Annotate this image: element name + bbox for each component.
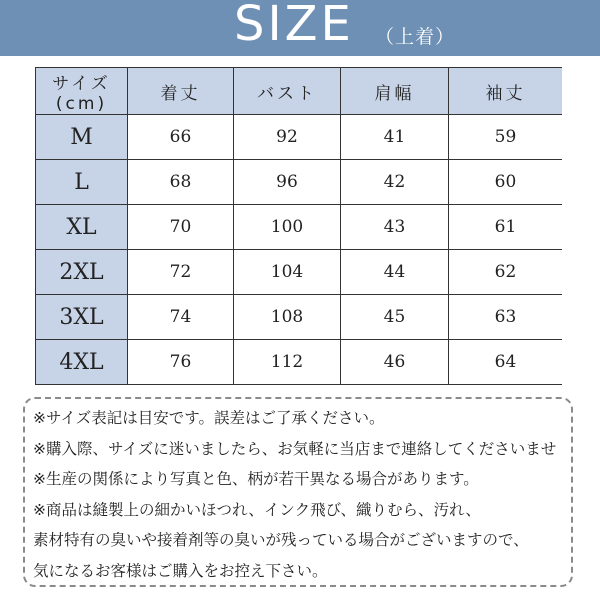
table-cell: 74: [128, 295, 234, 340]
column-header: バスト: [234, 68, 341, 115]
table-header-row: [36, 68, 563, 115]
note-line: 気になるお客様はご購入をお控え下さい。: [33, 561, 328, 580]
table-cell: 63: [449, 295, 563, 340]
table-cell: 62: [449, 250, 563, 295]
table-row: [36, 340, 563, 385]
table-cell: 42: [341, 160, 449, 205]
column-header: 袖丈: [449, 68, 563, 115]
row-header: L: [36, 160, 128, 205]
note-line: ※サイズ表記は目安です。誤差はご了承ください。: [33, 409, 385, 427]
table-cell: 112: [234, 340, 341, 385]
row-header: 4XL: [36, 340, 128, 385]
table-cell: 92: [234, 115, 341, 160]
header: [0, 0, 600, 58]
size-table: [35, 67, 562, 385]
table-cell: 104: [234, 250, 341, 295]
table-cell: 44: [341, 250, 449, 295]
table-row: [36, 115, 563, 160]
table-cell: 41: [341, 115, 449, 160]
note-line: ※生産の関係により写真と色、柄が若干異なる場合があります。: [33, 470, 479, 488]
corner-cell: サイズ(cm): [36, 68, 128, 115]
page-title: SIZE: [234, 0, 354, 52]
table-cell: 64: [449, 340, 563, 385]
table-cell: 68: [128, 160, 234, 205]
column-header: 肩幅: [341, 68, 449, 115]
table-cell: 108: [234, 295, 341, 340]
notes-box: [23, 397, 573, 587]
row-header: 3XL: [36, 295, 128, 340]
table-cell: 45: [341, 295, 449, 340]
note-line: ※購入際、サイズに迷いましたら、お気軽に当店まで連絡してくださいませ: [33, 439, 557, 458]
row-header: XL: [36, 205, 128, 250]
table-cell: 60: [449, 160, 563, 205]
note-line: 素材特有の臭いや接着剤等の臭いが残っている場合がございますので、: [33, 531, 529, 549]
table-cell: 100: [234, 205, 341, 250]
table-row: [36, 160, 563, 205]
table-cell: 70: [128, 205, 234, 250]
table-cell: 66: [128, 115, 234, 160]
table-row: [36, 205, 563, 250]
table-cell: 76: [128, 340, 234, 385]
table-row: [36, 250, 563, 295]
column-header: 着丈: [128, 68, 234, 115]
table-cell: 96: [234, 160, 341, 205]
size-table-wrapper: [35, 67, 562, 389]
note-line: ※商品は縫製上の細かいほつれ、インク飛び、織りむら、汚れ、: [33, 500, 481, 519]
table-cell: 46: [341, 340, 449, 385]
page-subtitle: （上着）: [375, 26, 456, 48]
table-cell: 59: [449, 115, 563, 160]
row-header: 2XL: [36, 250, 128, 295]
table-cell: 43: [341, 205, 449, 250]
table-row: [36, 295, 563, 340]
row-header: M: [36, 115, 128, 160]
table-cell: 61: [449, 205, 563, 250]
table-cell: 72: [128, 250, 234, 295]
